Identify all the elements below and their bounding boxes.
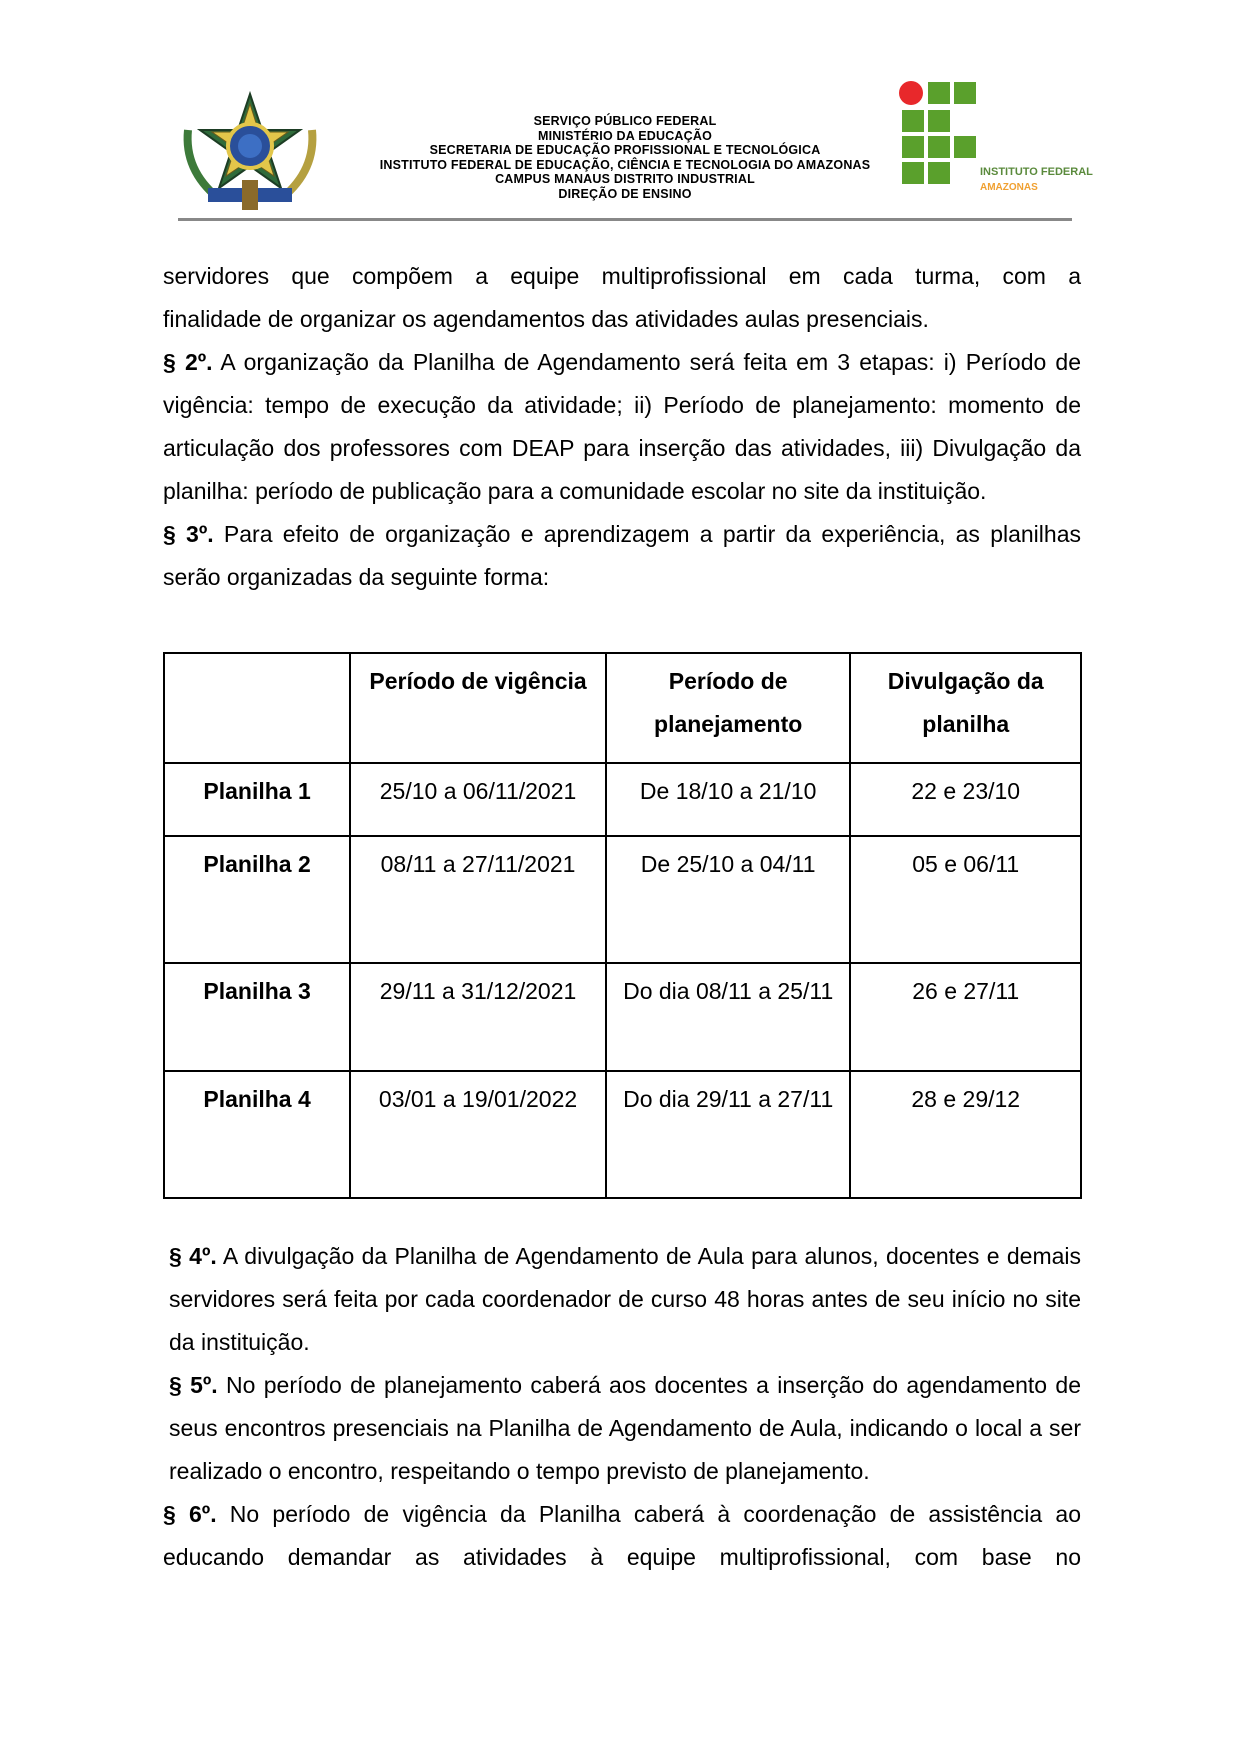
table-cell: 03/01 a 19/01/2022	[350, 1071, 606, 1198]
table-cell: Planilha 4	[164, 1071, 350, 1198]
section-label: § 2º.	[163, 349, 213, 375]
table-row	[164, 763, 1081, 836]
table-cell: Planilha 3	[164, 963, 350, 1071]
table-cell: 25/10 a 06/11/2021	[350, 763, 606, 836]
header-line: INSTITUTO FEDERAL DE EDUCAÇÃO, CIÊNCIA E TECNOLOGIA DO AMAZONAS	[379, 157, 871, 172]
table-cell: 26 e 27/11	[850, 963, 1081, 1071]
document-body-continued	[163, 1235, 1081, 1579]
paragraph-text: No período de planejamento caberá aos docentes a inserção do agendamento de seus encontros presenciais na Planilha de Agendamento de Aula, indicando o local a ser realizado o encontro, respeitando o tempo previsto de planejamento.	[169, 1372, 1081, 1484]
table-cell: 29/11 a 31/12/2021	[350, 963, 606, 1071]
document-header	[178, 76, 1093, 222]
paragraph-line: servidores que compõem a equipe multiprofissional em cada turma, com a	[163, 263, 1081, 289]
table-header-row	[164, 653, 1081, 763]
table-cell: Planilha 1	[164, 763, 350, 836]
header-divider	[178, 218, 1072, 221]
paragraph-text: Para efeito de organização e aprendizagem a partir da experiência, as planilhas serão organizadas da seguinte forma:	[163, 521, 1081, 590]
section-label: § 5º.	[169, 1372, 218, 1398]
table-cell: De 18/10 a 21/10	[606, 763, 851, 836]
table-cell: Do dia 08/11 a 25/11	[606, 963, 851, 1071]
document-body	[163, 255, 1081, 599]
table-row	[164, 963, 1081, 1071]
schedule-table	[163, 652, 1082, 1199]
table-header-cell: Divulgação da planilha	[850, 653, 1081, 763]
table-cell: 22 e 23/10	[850, 763, 1081, 836]
section-label: § 4º.	[169, 1243, 217, 1269]
logo-text-line-2: AMAZONAS	[980, 182, 1038, 193]
institution-header-text	[348, 114, 902, 201]
table-cell: Do dia 29/11 a 27/11	[606, 1071, 851, 1198]
header-line: SERVIÇO PÚBLICO FEDERAL	[533, 114, 717, 128]
brazil-coat-of-arms-icon	[178, 90, 322, 214]
header-line: MINISTÉRIO DA EDUCAÇÃO	[537, 128, 713, 143]
paragraph-2	[163, 341, 1081, 513]
table-cell: 05 e 06/11	[850, 836, 1081, 963]
table-row	[164, 1071, 1081, 1198]
paragraph-text: No período de vigência da Planilha caberá à coordenação de assistência ao educando demandar as atividades à equipe multiprofissional, com base no	[163, 1501, 1082, 1570]
header-line: DIREÇÃO DE ENSINO	[558, 186, 692, 201]
paragraph-text: A divulgação da Planilha de Agendamento de Aula para alunos, docentes e demais servidores será feita por cada coordenador de curso 48 horas antes de seu início no site da instituição.	[169, 1243, 1082, 1355]
paragraph-5	[163, 1364, 1081, 1493]
table-cell: 28 e 29/12	[850, 1071, 1081, 1198]
paragraph-6	[163, 1493, 1081, 1579]
paragraph-text: A organização da Planilha de Agendamento será feita em 3 etapas: i) Período de vigência: tempo de execução da atividade; ii) Período de planejamento: momento de articulação dos professores com DEAP para inserção das atividades, iii) Divulgação da planilha: período de publicação para a comunidade escolar no site da instituição.	[163, 349, 1082, 504]
header-line: CAMPUS MANAUS DISTRITO INDUSTRIAL	[495, 172, 755, 186]
table-header-cell: Período de planejamento	[606, 653, 851, 763]
logo-text-line-1: INSTITUTO FEDERAL	[980, 166, 1093, 178]
table-row	[164, 836, 1081, 963]
table-cell: Planilha 2	[164, 836, 350, 963]
paragraph-line: finalidade de organizar os agendamentos das atividades aulas presenciais.	[163, 306, 929, 332]
paragraph-4	[163, 1235, 1081, 1364]
section-label: § 3º.	[163, 521, 214, 547]
table-header-cell: Período de vigência	[350, 653, 606, 763]
table-cell: De 25/10 a 04/11	[606, 836, 851, 963]
table-header-cell	[164, 653, 350, 763]
table-cell: 08/11 a 27/11/2021	[350, 836, 606, 963]
section-label: § 6º.	[163, 1501, 217, 1527]
header-line: SECRETARIA DE EDUCAÇÃO PROFISSIONAL E TECNOLÓGICA	[429, 143, 821, 157]
paragraph-3	[163, 513, 1081, 599]
instituto-federal-logo	[898, 80, 1093, 210]
